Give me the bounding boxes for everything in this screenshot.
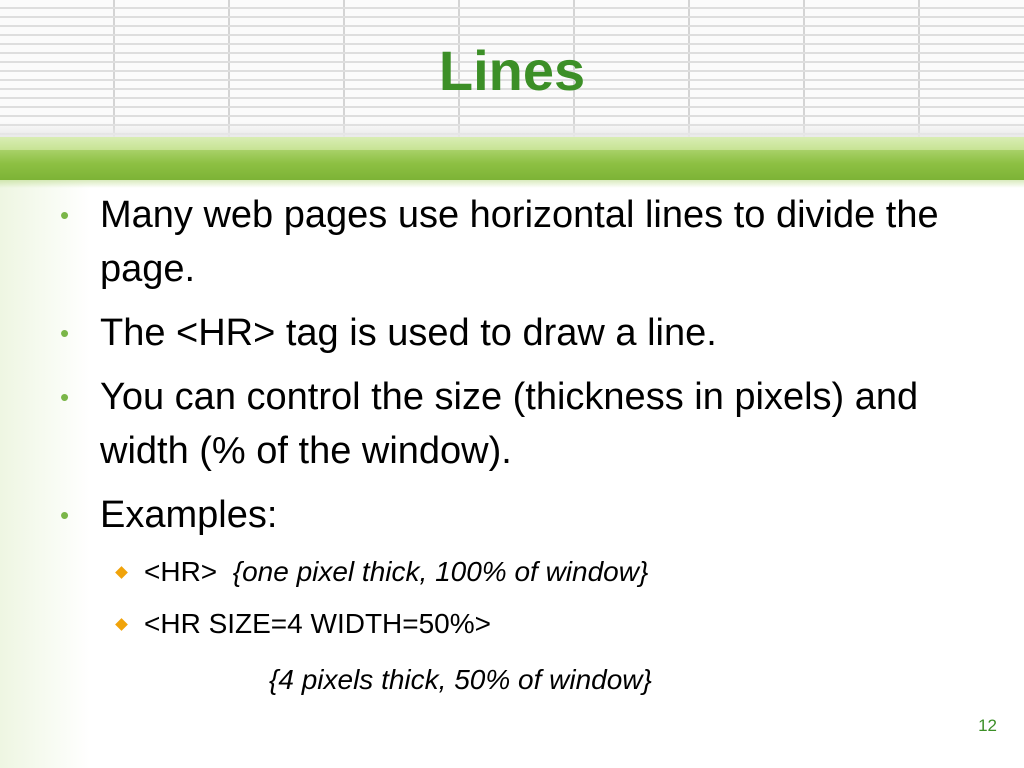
diamond-bullet-icon xyxy=(115,618,128,631)
bullet-text: You can control the size (thickness in pixels) and width (% of the window). xyxy=(100,376,919,472)
bullet-item xyxy=(60,488,980,542)
slide-body xyxy=(60,188,980,702)
header-band-shadow xyxy=(0,180,1024,188)
bullet-dot-icon: • xyxy=(60,200,70,230)
example-item xyxy=(60,602,980,646)
bullet-dot-icon: • xyxy=(60,318,70,348)
bullet-text: The <HR> tag is used to draw a line. xyxy=(100,312,717,354)
bullet-text: Many web pages use horizontal lines to divide the page. xyxy=(100,194,939,290)
header-shade xyxy=(0,122,1024,138)
bullet-text: Examples: xyxy=(100,494,278,536)
bullet-dot-icon: • xyxy=(60,500,70,530)
bullet-dot-icon: • xyxy=(60,382,70,412)
example-item xyxy=(60,550,980,594)
page-number: 12 xyxy=(978,716,997,735)
diamond-bullet-icon xyxy=(115,566,128,579)
header-band xyxy=(0,150,1024,180)
header-band-light xyxy=(0,137,1024,150)
example-code: <HR> xyxy=(144,556,218,587)
bullet-item xyxy=(60,370,980,478)
example-note: {one pixel thick, 100% of window} xyxy=(232,556,649,587)
bullet-item xyxy=(60,188,980,296)
example-note: {4 pixels thick, 50% of window} xyxy=(269,664,652,695)
example-code: <HR SIZE=4 WIDTH=50%> xyxy=(144,608,492,639)
bullet-item xyxy=(60,306,980,360)
slide-title: Lines xyxy=(438,39,586,102)
